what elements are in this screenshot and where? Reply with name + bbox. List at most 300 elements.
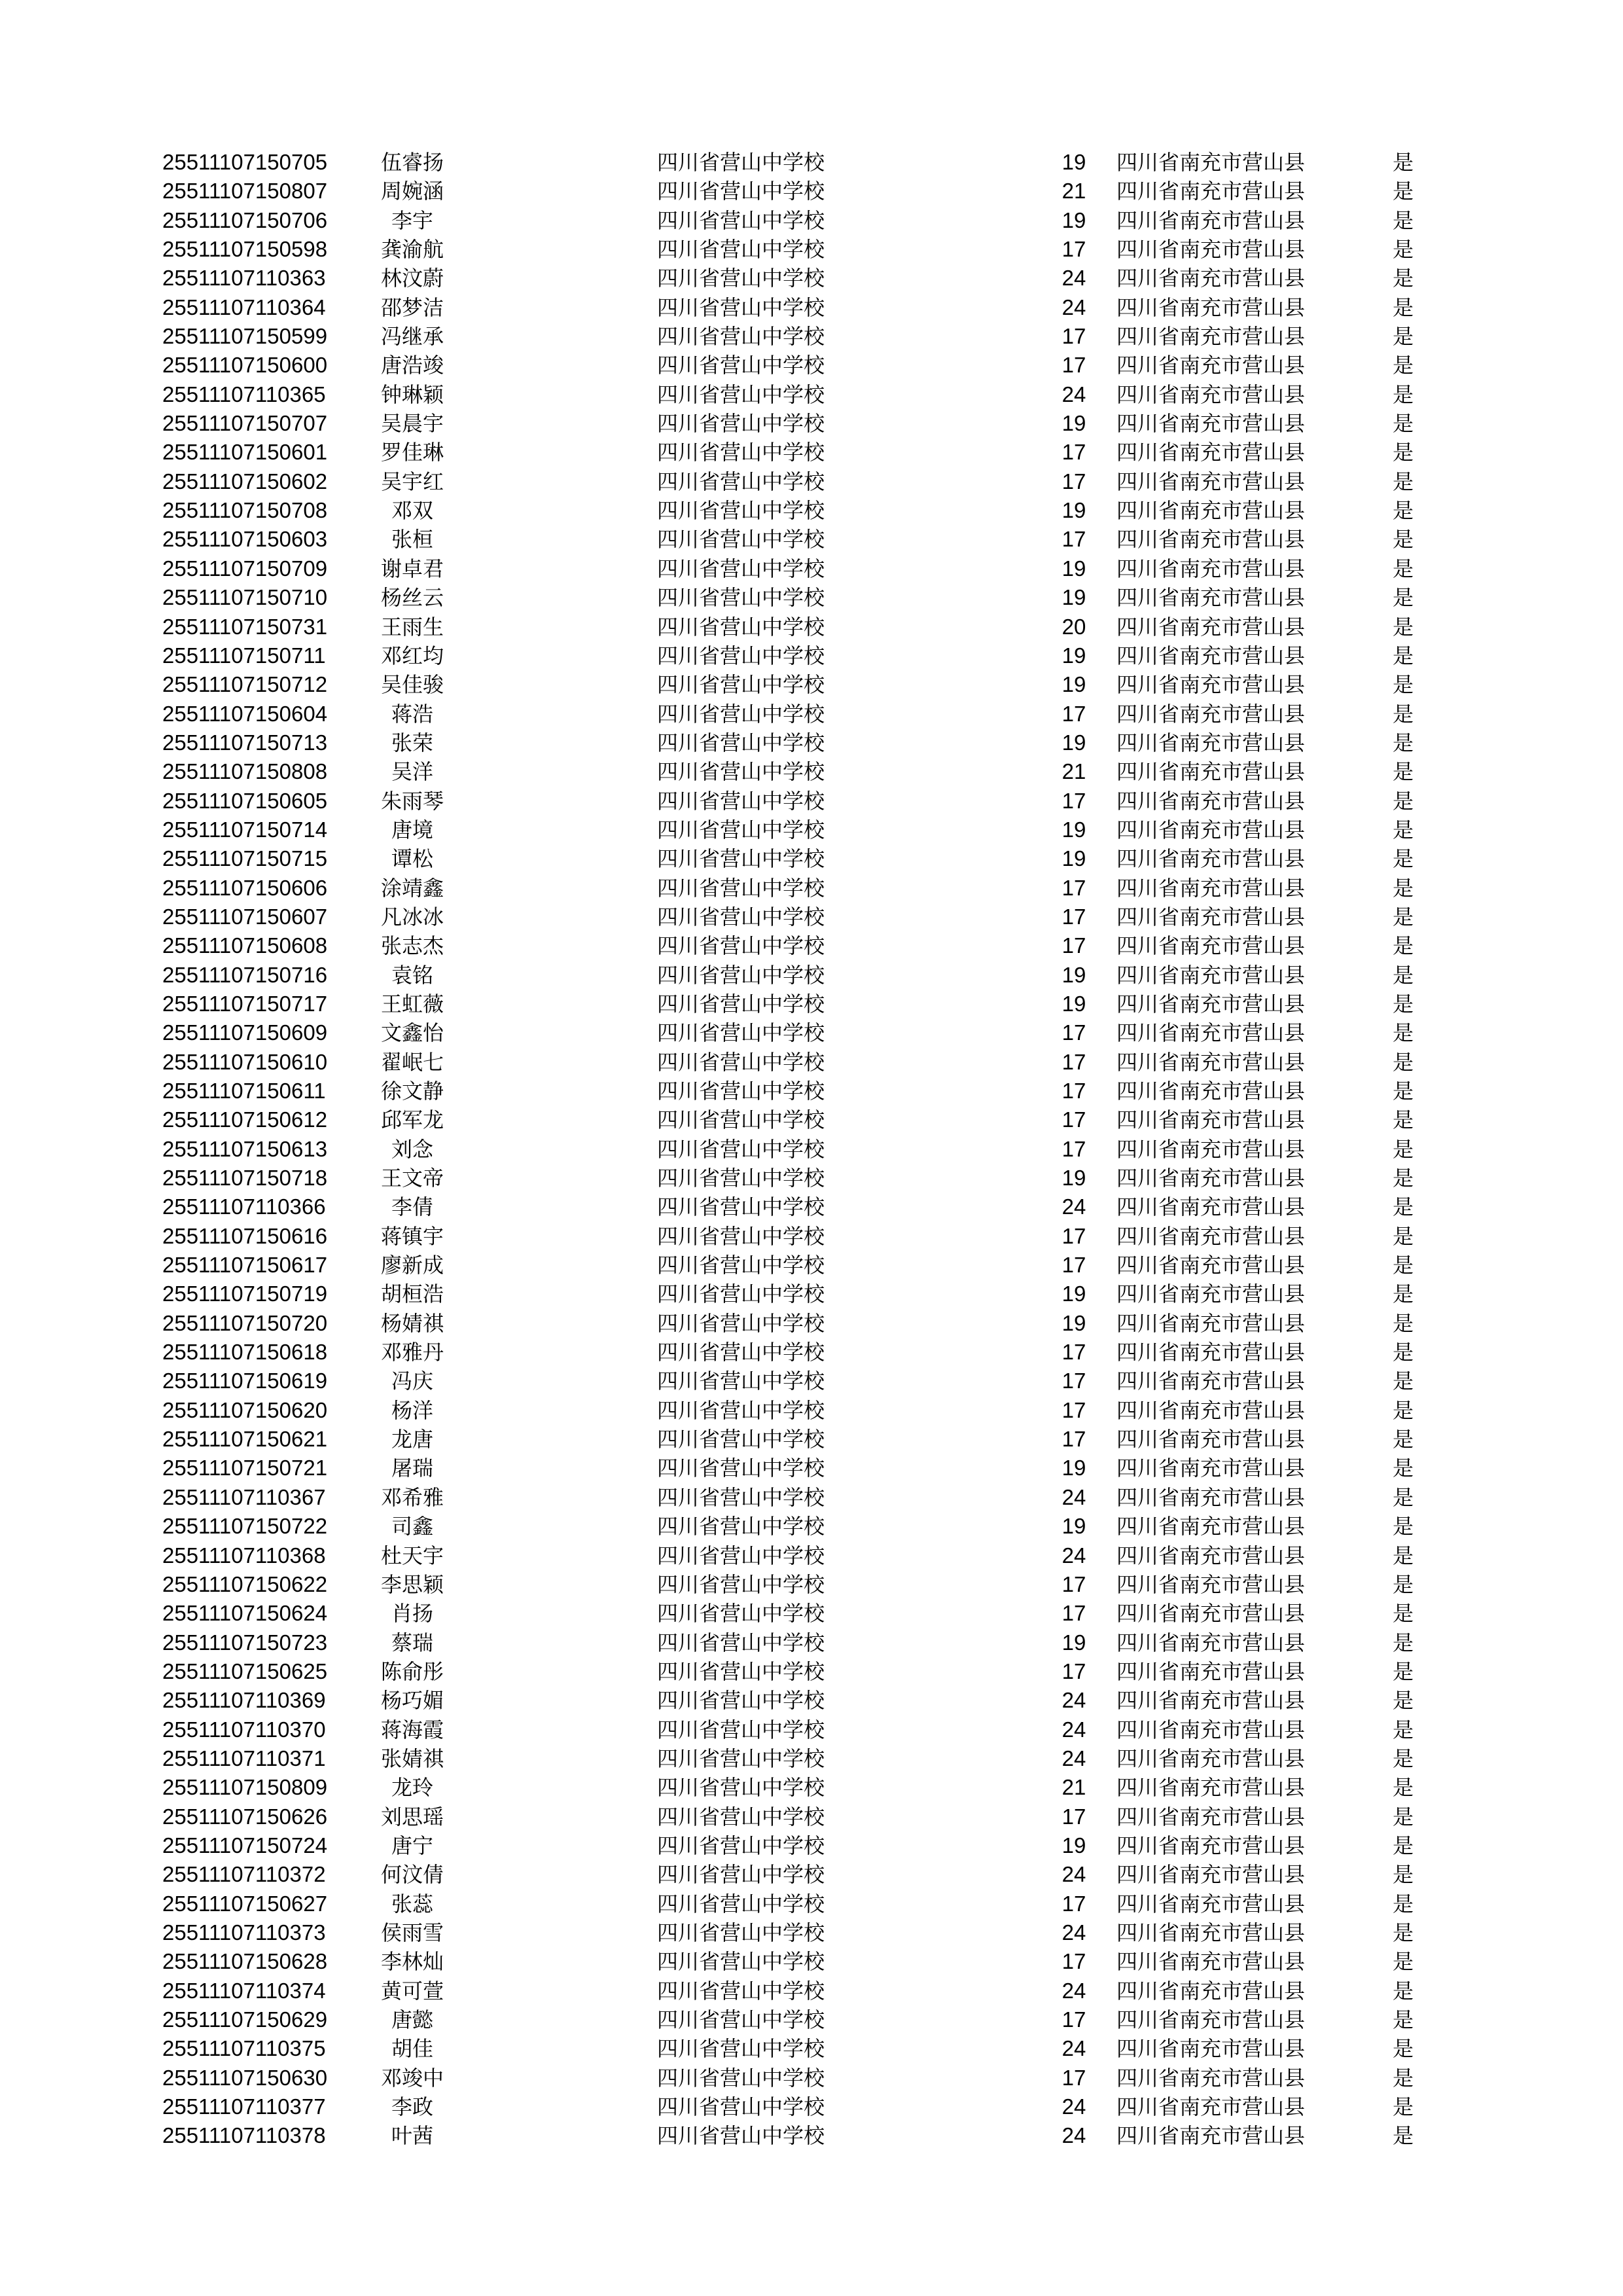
- region-cell: 四川省南充市营山县: [1116, 1020, 1306, 1046]
- region-cell: 四川省南充市营山县: [1116, 962, 1306, 988]
- student-name-cell: 刘思瑶: [380, 1804, 444, 1829]
- region-cell: 四川省南充市营山县: [1116, 266, 1306, 291]
- student-id-cell: 25511107150616: [162, 1223, 328, 1248]
- number-cell: 17: [1061, 1427, 1086, 1452]
- flag-cell: 是: [1393, 643, 1414, 668]
- region-cell: 四川省南充市营山县: [1116, 1456, 1306, 1481]
- school-cell: 四川省营山中学校: [657, 788, 825, 814]
- region-cell: 四川省南充市营山县: [1116, 498, 1306, 524]
- table-row: [0, 264, 1623, 293]
- table-row: [0, 1222, 1623, 1251]
- student-name-cell: 李政: [391, 2094, 433, 2120]
- region-cell: 四川省南充市营山县: [1116, 1571, 1306, 1597]
- region-cell: 四川省南充市营山县: [1116, 1253, 1306, 1278]
- school-cell: 四川省营山中学校: [657, 585, 825, 611]
- flag-cell: 是: [1393, 1369, 1414, 1394]
- school-cell: 四川省营山中学校: [657, 2036, 825, 2062]
- region-cell: 四川省南充市营山县: [1116, 1746, 1306, 1771]
- region-cell: 四川省南充市营山县: [1116, 759, 1306, 785]
- number-cell: 24: [1061, 1978, 1086, 2003]
- flag-cell: 是: [1393, 875, 1414, 901]
- student-id-cell: 25511107150624: [162, 1601, 328, 1626]
- flag-cell: 是: [1393, 1514, 1414, 1539]
- flag-cell: 是: [1393, 933, 1414, 959]
- region-cell: 四川省南充市营山县: [1116, 556, 1306, 581]
- number-cell: 17: [1061, 237, 1086, 262]
- table-row: [0, 844, 1623, 873]
- region-cell: 四川省南充市营山县: [1116, 672, 1306, 698]
- table-row: [0, 903, 1623, 931]
- student-id-cell: 25511107150709: [162, 556, 328, 581]
- student-id-cell: 25511107150708: [162, 498, 328, 523]
- table-row: [0, 1541, 1623, 1570]
- flag-cell: 是: [1393, 207, 1414, 233]
- student-id-cell: 25511107150625: [162, 1659, 328, 1683]
- region-cell: 四川省南充市营山县: [1116, 353, 1306, 378]
- flag-cell: 是: [1393, 2094, 1414, 2120]
- number-cell: 17: [1061, 701, 1086, 726]
- table-row: [0, 1105, 1623, 1134]
- student-name-cell: 黄可萱: [380, 1978, 444, 2003]
- student-id-cell: 25511107150707: [162, 411, 328, 436]
- table-row: [0, 554, 1623, 583]
- flag-cell: 是: [1393, 1978, 1414, 2003]
- number-cell: 17: [1061, 1223, 1086, 1248]
- school-cell: 四川省营山中学校: [657, 1253, 825, 1278]
- school-cell: 四川省营山中学校: [657, 962, 825, 988]
- student-name-cell: 冯继承: [380, 324, 444, 350]
- student-name-cell: 凡冰冰: [380, 904, 444, 929]
- region-cell: 四川省南充市营山县: [1116, 614, 1306, 639]
- region-cell: 四川省南充市营山县: [1116, 1688, 1306, 1713]
- school-cell: 四川省营山中学校: [657, 1746, 825, 1771]
- number-cell: 17: [1061, 1253, 1086, 1278]
- student-id-cell: 25511107150622: [162, 1571, 328, 1596]
- flag-cell: 是: [1393, 788, 1414, 814]
- student-id-cell: 25511107150629: [162, 2007, 328, 2032]
- table-row: [0, 1135, 1623, 1164]
- number-cell: 24: [1061, 1746, 1086, 1770]
- student-name-cell: 肖扬: [391, 1601, 433, 1626]
- region-cell: 四川省南充市营山县: [1116, 440, 1306, 465]
- region-cell: 四川省南充市营山县: [1116, 1949, 1306, 1975]
- number-cell: 17: [1061, 1049, 1086, 1074]
- table-row: [0, 467, 1623, 496]
- student-id-cell: 25511107110369: [162, 1688, 326, 1713]
- number-cell: 17: [1061, 933, 1086, 958]
- number-cell: 17: [1061, 527, 1086, 552]
- school-cell: 四川省营山中学校: [657, 1601, 825, 1626]
- student-name-cell: 何汶倩: [380, 1862, 444, 1888]
- region-cell: 四川省南充市营山县: [1116, 150, 1306, 175]
- flag-cell: 是: [1393, 1804, 1414, 1829]
- region-cell: 四川省南充市营山县: [1116, 1804, 1306, 1829]
- student-name-cell: 涂靖鑫: [380, 875, 444, 901]
- region-cell: 四川省南充市营山县: [1116, 1514, 1306, 1539]
- flag-cell: 是: [1393, 1891, 1414, 1916]
- flag-cell: 是: [1393, 1862, 1414, 1888]
- region-cell: 四川省南充市营山县: [1116, 1978, 1306, 2003]
- student-id-cell: 25511107110371: [162, 1746, 326, 1770]
- school-cell: 四川省营山中学校: [657, 2007, 825, 2032]
- school-cell: 四川省营山中学校: [657, 1223, 825, 1249]
- school-cell: 四川省营山中学校: [657, 1369, 825, 1394]
- table-row: [0, 525, 1623, 554]
- school-cell: 四川省营山中学校: [657, 1194, 825, 1220]
- school-cell: 四川省营山中学校: [657, 1514, 825, 1539]
- school-cell: 四川省营山中学校: [657, 1949, 825, 1975]
- number-cell: 24: [1061, 1194, 1086, 1219]
- table-row: [0, 1570, 1623, 1599]
- number-cell: 24: [1061, 266, 1086, 291]
- school-cell: 四川省营山中学校: [657, 875, 825, 901]
- region-cell: 四川省南充市营山县: [1116, 1862, 1306, 1888]
- school-cell: 四川省营山中学校: [657, 295, 825, 320]
- student-name-cell: 朱雨琴: [380, 788, 444, 814]
- region-cell: 四川省南充市营山县: [1116, 1166, 1306, 1191]
- number-cell: 24: [1061, 1688, 1086, 1713]
- school-cell: 四川省营山中学校: [657, 1107, 825, 1133]
- school-cell: 四川省营山中学校: [657, 1310, 825, 1336]
- student-name-cell: 翟岷七: [380, 1049, 444, 1075]
- flag-cell: 是: [1393, 1717, 1414, 1742]
- student-name-cell: 谢卓君: [380, 556, 444, 581]
- student-name-cell: 司鑫: [391, 1514, 433, 1539]
- flag-cell: 是: [1393, 1601, 1414, 1626]
- number-cell: 24: [1061, 382, 1086, 406]
- number-cell: 19: [1061, 1282, 1086, 1306]
- region-cell: 四川省南充市营山县: [1116, 991, 1306, 1016]
- flag-cell: 是: [1393, 1107, 1414, 1133]
- table-row: [0, 1425, 1623, 1454]
- table-row: [0, 1977, 1623, 2005]
- student-id-cell: 25511107150711: [162, 643, 326, 668]
- student-name-cell: 袁铭: [391, 962, 433, 988]
- table-row: [0, 2034, 1623, 2063]
- student-name-cell: 王文帝: [380, 1166, 444, 1191]
- table-row: [0, 816, 1623, 844]
- student-name-cell: 吴宇红: [380, 469, 444, 494]
- region-cell: 四川省南充市营山县: [1116, 1601, 1306, 1626]
- region-cell: 四川省南充市营山县: [1116, 846, 1306, 872]
- school-cell: 四川省营山中学校: [657, 2094, 825, 2120]
- region-cell: 四川省南充市营山县: [1116, 1049, 1306, 1075]
- student-name-cell: 邓双: [391, 498, 433, 524]
- school-cell: 四川省营山中学校: [657, 469, 825, 494]
- school-cell: 四川省营山中学校: [657, 701, 825, 726]
- student-id-cell: 25511107150621: [162, 1427, 328, 1452]
- flag-cell: 是: [1393, 266, 1414, 291]
- student-id-cell: 25511107110375: [162, 2036, 326, 2061]
- school-cell: 四川省营山中学校: [657, 1049, 825, 1075]
- school-cell: 四川省营山中学校: [657, 1804, 825, 1829]
- table-row: [0, 2092, 1623, 2121]
- school-cell: 四川省营山中学校: [657, 1166, 825, 1191]
- number-cell: 17: [1061, 440, 1086, 465]
- student-id-cell: 25511107110368: [162, 1543, 326, 1568]
- student-id-cell: 25511107150628: [162, 1949, 328, 1974]
- table-row: [0, 351, 1623, 380]
- student-name-cell: 张荣: [391, 730, 433, 755]
- student-id-cell: 25511107110366: [162, 1194, 326, 1219]
- student-id-cell: 25511107150809: [162, 1775, 328, 1800]
- table-row: [0, 931, 1623, 960]
- region-cell: 四川省南充市营山县: [1116, 1833, 1306, 1858]
- number-cell: 17: [1061, 788, 1086, 813]
- number-cell: 17: [1061, 353, 1086, 378]
- table-row: [0, 757, 1623, 786]
- table-row: [0, 293, 1623, 322]
- flag-cell: 是: [1393, 295, 1414, 320]
- table-row: [0, 2005, 1623, 2034]
- number-cell: 21: [1061, 1775, 1086, 1800]
- table-row: [0, 1309, 1623, 1338]
- student-id-cell: 25511107150722: [162, 1514, 328, 1539]
- number-cell: 19: [1061, 1310, 1086, 1335]
- region-cell: 四川省南充市营山县: [1116, 1484, 1306, 1510]
- region-cell: 四川省南充市营山县: [1116, 1659, 1306, 1684]
- number-cell: 19: [1061, 207, 1086, 232]
- flag-cell: 是: [1393, 469, 1414, 494]
- school-cell: 四川省营山中学校: [657, 991, 825, 1016]
- number-cell: 19: [1061, 585, 1086, 610]
- flag-cell: 是: [1393, 614, 1414, 639]
- student-id-cell: 25511107150630: [162, 2065, 328, 2090]
- student-id-cell: 25511107110374: [162, 1978, 326, 2003]
- student-id-cell: 25511107110372: [162, 1862, 326, 1887]
- number-cell: 19: [1061, 556, 1086, 581]
- table-row: [0, 1454, 1623, 1482]
- region-cell: 四川省南充市营山县: [1116, 1427, 1306, 1452]
- student-id-cell: 25511107150612: [162, 1107, 328, 1132]
- school-cell: 四川省营山中学校: [657, 1659, 825, 1684]
- region-cell: 四川省南充市营山县: [1116, 1369, 1306, 1394]
- student-name-cell: 吴佳骏: [380, 672, 444, 698]
- flag-cell: 是: [1393, 585, 1414, 611]
- table-row: [0, 1715, 1623, 1744]
- school-cell: 四川省营山中学校: [657, 1862, 825, 1888]
- student-name-cell: 王雨生: [380, 614, 444, 639]
- school-cell: 四川省营山中学校: [657, 1427, 825, 1452]
- region-cell: 四川省南充市营山县: [1116, 933, 1306, 959]
- flag-cell: 是: [1393, 991, 1414, 1016]
- student-name-cell: 邓竣中: [380, 2065, 444, 2090]
- school-cell: 四川省营山中学校: [657, 179, 825, 204]
- table-row: [0, 1396, 1623, 1425]
- school-cell: 四川省营山中学校: [657, 1717, 825, 1742]
- school-cell: 四川省营山中学校: [657, 1920, 825, 1945]
- student-id-cell: 25511107150604: [162, 701, 328, 726]
- region-cell: 四川省南充市营山县: [1116, 2065, 1306, 2090]
- table-row: [0, 583, 1623, 612]
- student-id-cell: 25511107150600: [162, 353, 328, 378]
- student-id-cell: 25511107150807: [162, 179, 328, 204]
- student-name-cell: 杜天宇: [380, 1543, 444, 1568]
- table-row: [0, 670, 1623, 699]
- student-id-cell: 25511107150603: [162, 527, 328, 552]
- student-name-cell: 罗佳琳: [380, 440, 444, 465]
- number-cell: 21: [1061, 179, 1086, 204]
- table-row: [0, 380, 1623, 409]
- student-name-cell: 蒋浩: [391, 701, 433, 726]
- number-cell: 19: [1061, 498, 1086, 523]
- table-row: [0, 1803, 1623, 1831]
- school-cell: 四川省营山中学校: [657, 237, 825, 262]
- number-cell: 17: [1061, 904, 1086, 929]
- student-id-cell: 25511107150713: [162, 730, 328, 755]
- student-name-cell: 杨婧祺: [380, 1310, 444, 1336]
- student-name-cell: 谭松: [391, 846, 433, 872]
- student-id-cell: 25511107150626: [162, 1804, 328, 1829]
- number-cell: 21: [1061, 759, 1086, 784]
- number-cell: 24: [1061, 1920, 1086, 1945]
- student-id-cell: 25511107110370: [162, 1717, 326, 1742]
- student-id-cell: 25511107150714: [162, 817, 328, 842]
- student-name-cell: 侯雨雪: [380, 1920, 444, 1945]
- number-cell: 17: [1061, 1601, 1086, 1626]
- student-name-cell: 龚渝航: [380, 237, 444, 262]
- flag-cell: 是: [1393, 411, 1414, 437]
- region-cell: 四川省南充市营山县: [1116, 237, 1306, 262]
- table-row: [0, 409, 1623, 438]
- student-name-cell: 吴洋: [391, 759, 433, 785]
- student-id-cell: 25511107150613: [162, 1136, 328, 1161]
- table-row: [0, 148, 1623, 177]
- flag-cell: 是: [1393, 1746, 1414, 1771]
- student-name-cell: 张蕊: [391, 1891, 433, 1916]
- table-row: [0, 177, 1623, 206]
- flag-cell: 是: [1393, 1630, 1414, 1655]
- region-cell: 四川省南充市营山县: [1116, 1775, 1306, 1801]
- student-name-cell: 唐宁: [391, 1833, 433, 1858]
- region-cell: 四川省南充市营山县: [1116, 1223, 1306, 1249]
- student-id-cell: 25511107150610: [162, 1049, 328, 1074]
- number-cell: 19: [1061, 643, 1086, 668]
- student-name-cell: 周婉涵: [380, 179, 444, 204]
- school-cell: 四川省营山中学校: [657, 150, 825, 175]
- student-id-cell: 25511107150618: [162, 1340, 328, 1365]
- flag-cell: 是: [1393, 324, 1414, 350]
- region-cell: 四川省南充市营山县: [1116, 207, 1306, 233]
- school-cell: 四川省营山中学校: [657, 440, 825, 465]
- table-row: [0, 1512, 1623, 1541]
- flag-cell: 是: [1393, 817, 1414, 842]
- number-cell: 24: [1061, 295, 1086, 319]
- student-id-cell: 25511107150719: [162, 1282, 328, 1306]
- region-cell: 四川省南充市营山县: [1116, 382, 1306, 407]
- student-name-cell: 李林灿: [380, 1949, 444, 1975]
- student-id-cell: 25511107150627: [162, 1891, 328, 1916]
- school-cell: 四川省营山中学校: [657, 1484, 825, 1510]
- table-row: [0, 1628, 1623, 1657]
- school-cell: 四川省营山中学校: [657, 1282, 825, 1307]
- student-id-cell: 25511107150718: [162, 1166, 328, 1191]
- flag-cell: 是: [1393, 1194, 1414, 1220]
- student-name-cell: 张桓: [391, 527, 433, 552]
- school-cell: 四川省营山中学校: [657, 556, 825, 581]
- flag-cell: 是: [1393, 2007, 1414, 2032]
- student-name-cell: 蒋镇宇: [380, 1223, 444, 1249]
- student-id-cell: 25511107110378: [162, 2123, 326, 2148]
- student-id-cell: 25511107110364: [162, 295, 326, 319]
- table-row: [0, 1367, 1623, 1395]
- student-name-cell: 屠瑞: [391, 1456, 433, 1481]
- number-cell: 17: [1061, 1136, 1086, 1161]
- school-cell: 四川省营山中学校: [657, 1891, 825, 1916]
- student-id-cell: 25511107150619: [162, 1369, 328, 1393]
- student-id-cell: 25511107150717: [162, 991, 328, 1016]
- student-name-cell: 伍睿扬: [380, 150, 444, 175]
- region-cell: 四川省南充市营山县: [1116, 2123, 1306, 2149]
- table-row: [0, 1890, 1623, 1918]
- table-row: [0, 1599, 1623, 1628]
- student-name-cell: 唐浩竣: [380, 353, 444, 378]
- school-cell: 四川省营山中学校: [657, 1571, 825, 1597]
- student-id-cell: 25511107150620: [162, 1397, 328, 1422]
- region-cell: 四川省南充市营山县: [1116, 2094, 1306, 2120]
- student-id-cell: 25511107110377: [162, 2094, 326, 2119]
- school-cell: 四川省营山中学校: [657, 2123, 825, 2149]
- number-cell: 24: [1061, 1717, 1086, 1742]
- region-cell: 四川省南充市营山县: [1116, 1079, 1306, 1103]
- region-cell: 四川省南充市营山县: [1116, 788, 1306, 814]
- school-cell: 四川省营山中学校: [657, 1136, 825, 1162]
- student-name-cell: 邓雅丹: [380, 1340, 444, 1365]
- table-row: [0, 1048, 1623, 1077]
- student-id-cell: 25511107150602: [162, 469, 328, 493]
- flag-cell: 是: [1393, 556, 1414, 581]
- school-cell: 四川省营山中学校: [657, 411, 825, 437]
- student-id-cell: 25511107150606: [162, 875, 328, 900]
- student-name-cell: 唐懿: [391, 2007, 433, 2032]
- flag-cell: 是: [1393, 382, 1414, 407]
- student-id-cell: 25511107150731: [162, 614, 328, 639]
- number-cell: 17: [1061, 1659, 1086, 1683]
- student-name-cell: 廖新成: [380, 1253, 444, 1278]
- student-id-cell: 25511107150720: [162, 1310, 328, 1335]
- table-row: [0, 438, 1623, 467]
- number-cell: 17: [1061, 469, 1086, 493]
- student-name-cell: 蒋海霞: [380, 1717, 444, 1742]
- student-id-cell: 25511107150721: [162, 1456, 328, 1480]
- student-id-cell: 25511107150712: [162, 672, 328, 697]
- school-cell: 四川省营山中学校: [657, 1456, 825, 1481]
- student-name-cell: 李思颖: [380, 1571, 444, 1597]
- student-id-cell: 25511107150723: [162, 1630, 328, 1655]
- flag-cell: 是: [1393, 1833, 1414, 1858]
- region-cell: 四川省南充市营山县: [1116, 904, 1306, 929]
- flag-cell: 是: [1393, 2036, 1414, 2062]
- school-cell: 四川省营山中学校: [657, 1630, 825, 1655]
- student-id-cell: 25511107150724: [162, 1833, 328, 1857]
- flag-cell: 是: [1393, 237, 1414, 262]
- table-row: [0, 1657, 1623, 1686]
- table-row: [0, 1193, 1623, 1221]
- document-table: [0, 148, 1623, 2151]
- student-name-cell: 龙唐: [391, 1427, 433, 1452]
- flag-cell: 是: [1393, 962, 1414, 988]
- number-cell: 20: [1061, 614, 1086, 639]
- table-row: [0, 1338, 1623, 1367]
- school-cell: 四川省营山中学校: [657, 1833, 825, 1858]
- flag-cell: 是: [1393, 1079, 1414, 1103]
- student-name-cell: 邓希雅: [380, 1484, 444, 1510]
- school-cell: 四川省营山中学校: [657, 904, 825, 929]
- table-row: [0, 1686, 1623, 1715]
- student-id-cell: 25511107150808: [162, 759, 328, 784]
- region-cell: 四川省南充市营山县: [1116, 1136, 1306, 1162]
- student-id-cell: 25511107150710: [162, 585, 328, 610]
